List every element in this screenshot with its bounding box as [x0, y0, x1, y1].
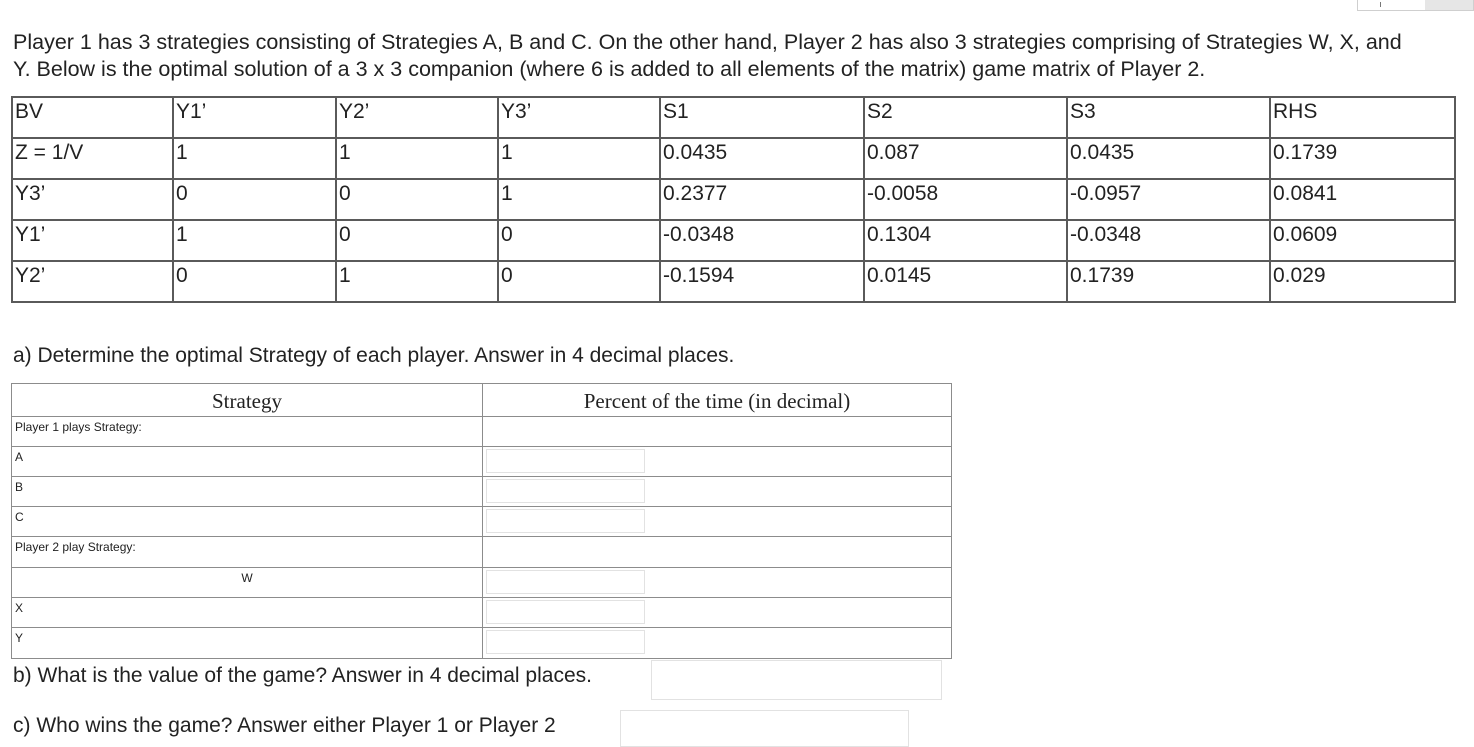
strategy-label-w: W — [241, 571, 253, 585]
simplex-cell: 1 — [173, 220, 336, 261]
simplex-cell: -0.0058 — [864, 179, 1067, 220]
simplex-cell: Y3’ — [12, 179, 173, 220]
simplex-header-cell: S2 — [864, 97, 1067, 138]
strategy-answer-table — [11, 383, 952, 659]
strategy-row-c — [12, 507, 952, 537]
simplex-header-cell: Y3’ — [498, 97, 660, 138]
simplex-header-cell: S1 — [660, 97, 864, 138]
simplex-cell: 0 — [498, 220, 660, 261]
simplex-cell: 1 — [336, 138, 498, 179]
game-value-input[interactable] — [651, 660, 942, 700]
simplex-header-cell: Y2’ — [336, 97, 498, 138]
simplex-cell: 0.0841 — [1270, 179, 1455, 220]
simplex-cell: 0.1739 — [1067, 261, 1270, 302]
top-control-box — [1357, 0, 1474, 11]
simplex-cell: 1 — [173, 138, 336, 179]
top-control-tick — [1380, 2, 1381, 7]
part-a-prompt: a) Determine the optimal Strategy of each player. Answer in 4 decimal places. — [13, 344, 735, 367]
simplex-row — [12, 179, 1455, 220]
simplex-cell: 0.2377 — [660, 179, 864, 220]
strategy-label-x: X — [15, 601, 24, 615]
strategy-row-y — [12, 628, 952, 659]
simplex-cell: 0.0435 — [660, 138, 864, 179]
simplex-cell: Y1’ — [12, 220, 173, 261]
simplex-header-cell: BV — [12, 97, 173, 138]
simplex-cell: 0.0609 — [1270, 220, 1455, 261]
strategy-w-input[interactable] — [486, 570, 645, 594]
strategy-a-input[interactable] — [486, 449, 645, 473]
simplex-table — [11, 96, 1456, 303]
answer-header-row — [12, 384, 952, 417]
simplex-row — [12, 138, 1455, 179]
simplex-cell: Z = 1/V — [12, 138, 173, 179]
percent-column-header: Percent of the time (in decimal) — [483, 384, 952, 417]
strategy-label-b: B — [15, 480, 24, 494]
simplex-cell: 0.1304 — [864, 220, 1067, 261]
top-scroll-control — [1354, 0, 1474, 12]
strategy-c-input[interactable] — [486, 509, 645, 533]
simplex-header-row — [12, 97, 1455, 138]
top-control-fill — [1425, 0, 1473, 10]
simplex-header-cell: S3 — [1067, 97, 1270, 138]
part-b-prompt: b) What is the value of the game? Answer in 4 decimal places. — [13, 664, 592, 687]
simplex-cell: Y2’ — [12, 261, 173, 302]
simplex-cell: 0.029 — [1270, 261, 1455, 302]
simplex-row — [12, 220, 1455, 261]
simplex-header-cell: Y1’ — [173, 97, 336, 138]
simplex-cell: 0.1739 — [1270, 138, 1455, 179]
simplex-cell: 0.0145 — [864, 261, 1067, 302]
simplex-cell: 0 — [336, 220, 498, 261]
simplex-cell: -0.0348 — [660, 220, 864, 261]
simplex-cell: 0 — [173, 179, 336, 220]
question-line-2: Y. Below is the optimal solution of a 3 x 3 companion (where 6 is added to all elements of the matrix) game matrix of Player 2. — [13, 57, 1206, 81]
simplex-cell: -0.0348 — [1067, 220, 1270, 261]
simplex-cell: -0.1594 — [660, 261, 864, 302]
strategy-x-input[interactable] — [486, 600, 645, 624]
strategy-column-header: Strategy — [12, 384, 483, 417]
simplex-cell: 1 — [498, 179, 660, 220]
strategy-label-y: Y — [15, 631, 24, 645]
player1-label: Player 1 plays Strategy: — [15, 420, 142, 434]
strategy-label-c: C — [15, 510, 24, 524]
strategy-row-a — [12, 447, 952, 477]
strategy-row-w — [12, 568, 952, 598]
simplex-cell: 0 — [336, 179, 498, 220]
strategy-row-x — [12, 598, 952, 628]
player2-label-row — [12, 537, 952, 568]
strategy-b-input[interactable] — [486, 479, 645, 503]
simplex-cell: 0 — [498, 261, 660, 302]
player1-label-row — [12, 417, 952, 447]
winner-input[interactable] — [620, 710, 909, 747]
simplex-header-cell: RHS — [1270, 97, 1455, 138]
simplex-cell: 0 — [173, 261, 336, 302]
strategy-row-b — [12, 477, 952, 507]
question-text — [13, 29, 1473, 83]
part-c-prompt: c) Who wins the game? Answer either Player 1 or Player 2 — [13, 714, 556, 737]
simplex-cell: 1 — [498, 138, 660, 179]
simplex-cell: 0.087 — [864, 138, 1067, 179]
simplex-row — [12, 261, 1455, 302]
simplex-cell: -0.0957 — [1067, 179, 1270, 220]
question-line-1: Player 1 has 3 strategies consisting of Strategies A, B and C. On the other hand, Player 2 has also 3 strategies comprising of Strategies W, X, and — [13, 30, 1402, 54]
strategy-y-input[interactable] — [486, 630, 645, 654]
simplex-cell: 0.0435 — [1067, 138, 1270, 179]
player2-label: Player 2 play Strategy: — [15, 540, 136, 554]
strategy-label-a: A — [15, 450, 24, 464]
simplex-cell: 1 — [336, 261, 498, 302]
